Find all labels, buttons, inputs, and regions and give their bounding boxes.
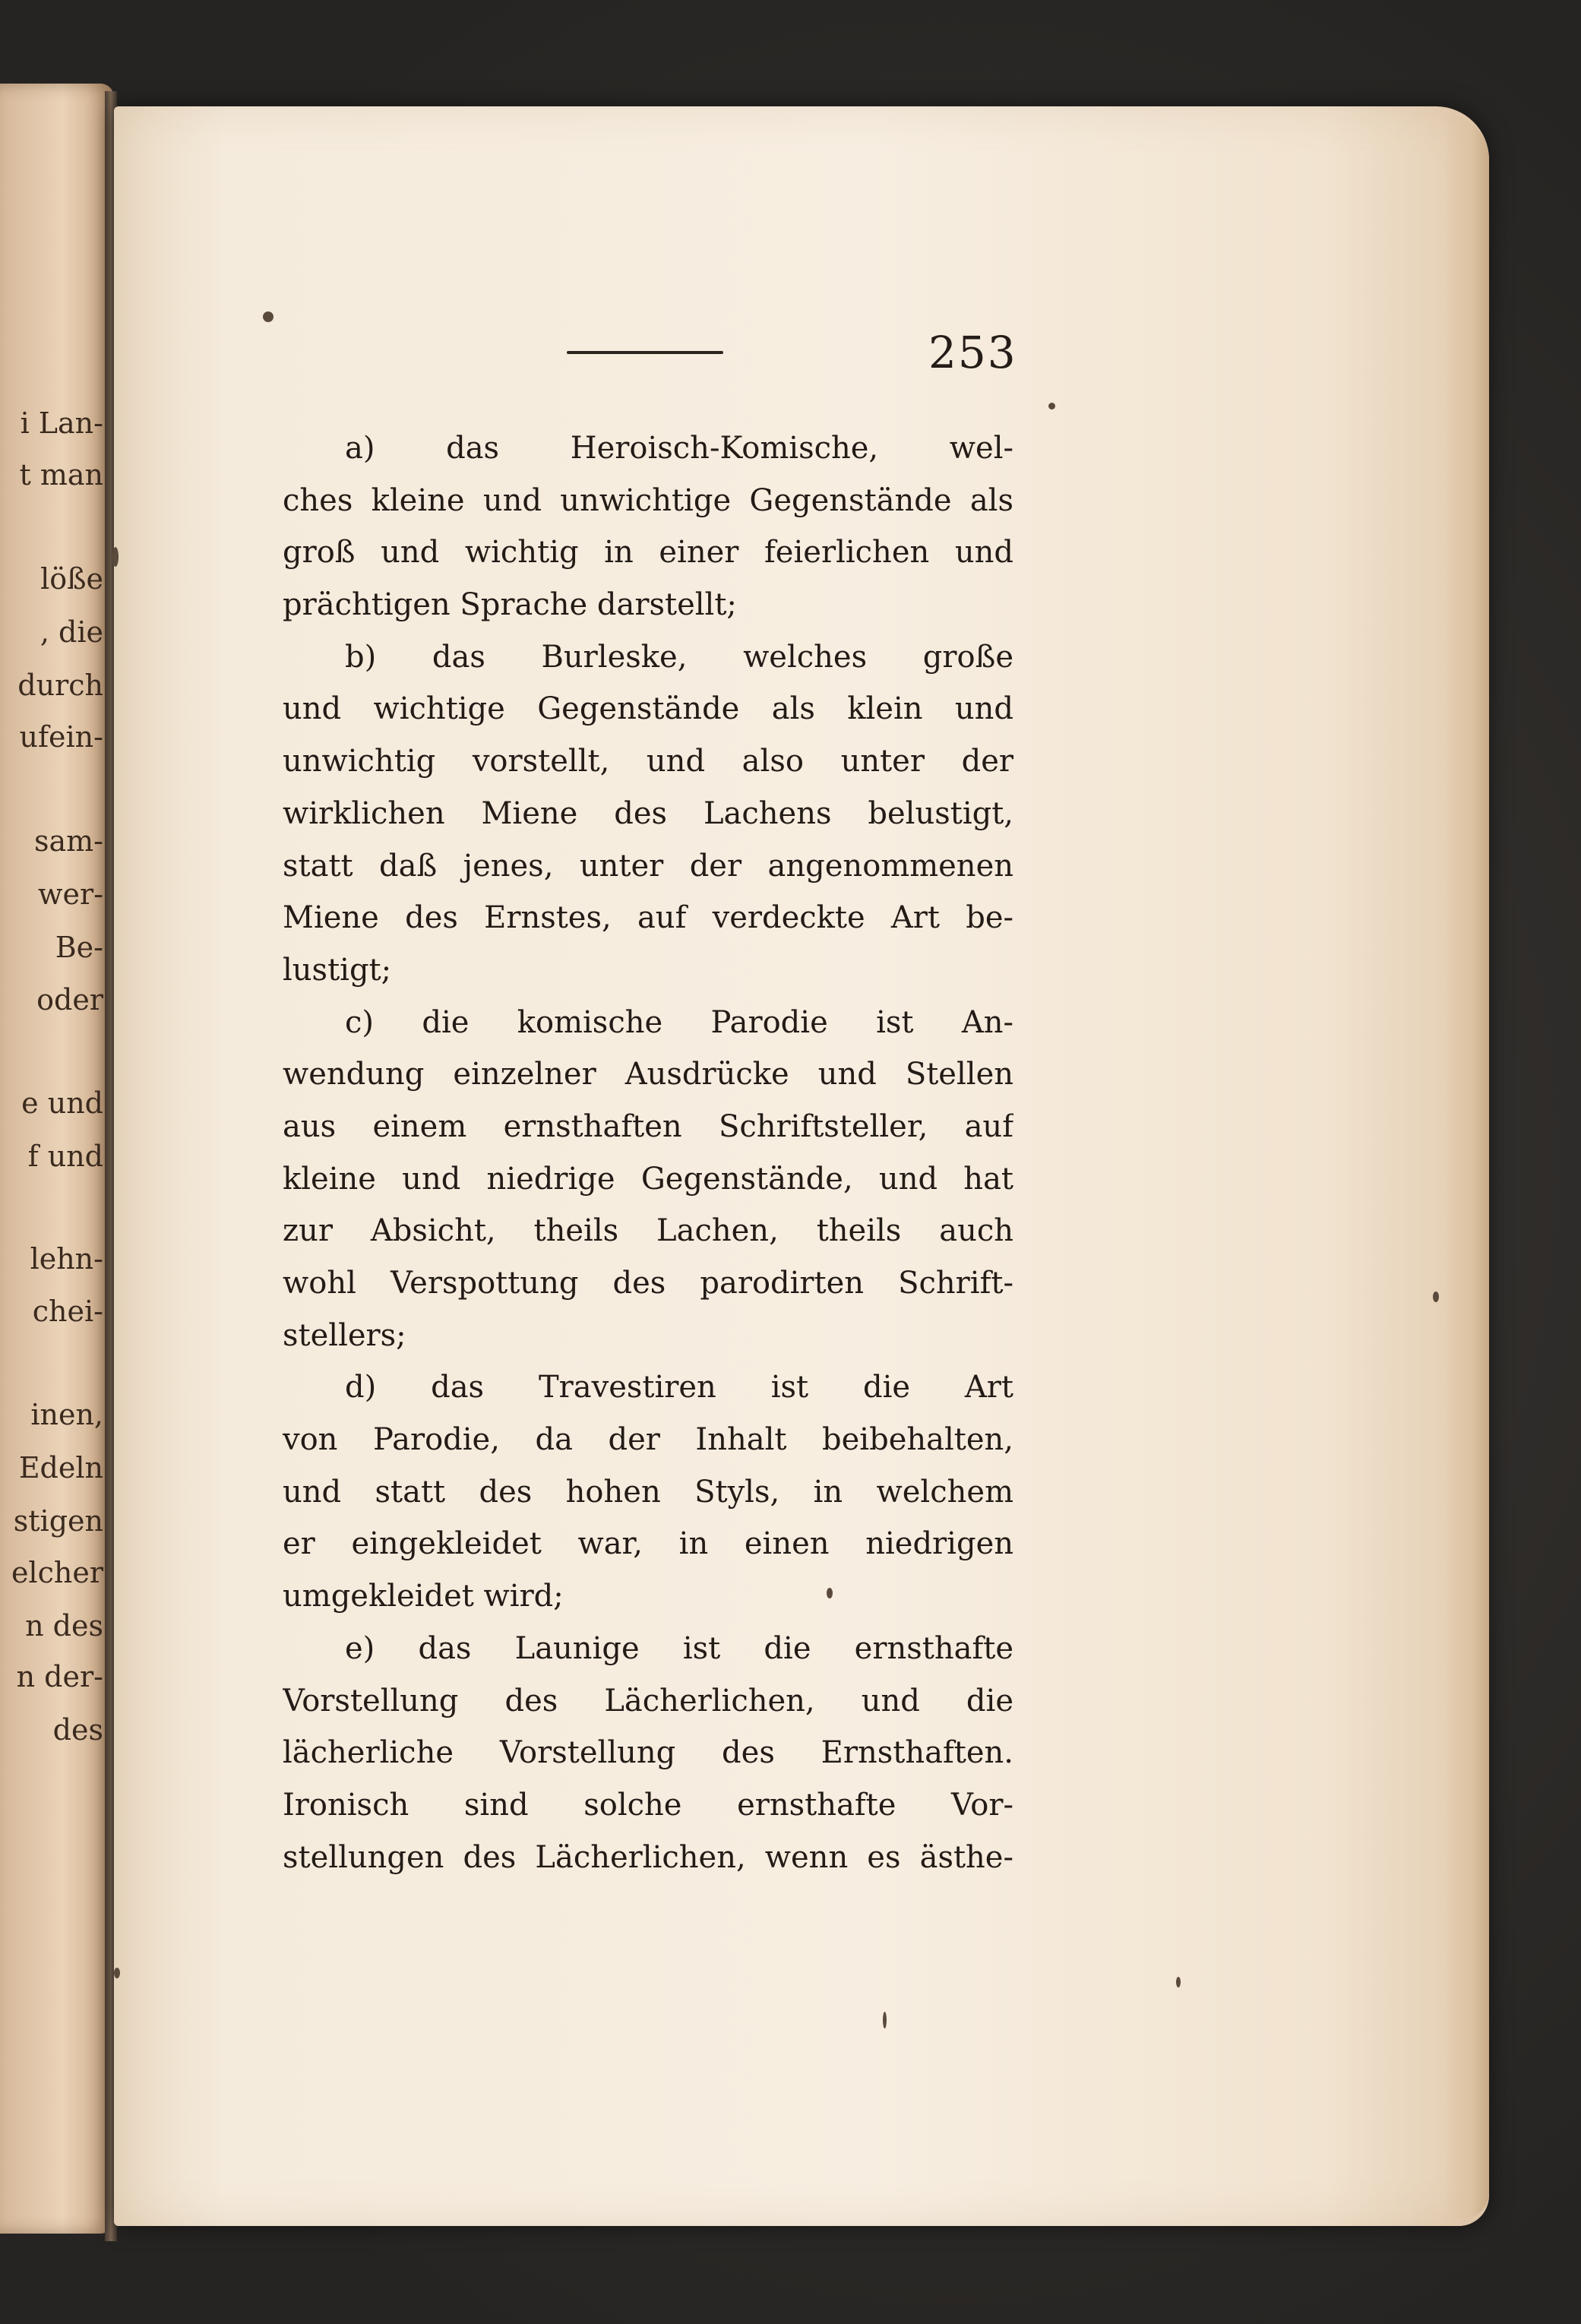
facing-page-fragment: des: [52, 1713, 103, 1747]
facing-page-fragment: n des: [25, 1609, 103, 1643]
text-line: kleine und niedrige Gegenstände, und hat: [283, 1161, 1013, 1197]
facing-page-fragment: f und: [27, 1140, 103, 1173]
facing-page-fragment: wer-: [37, 877, 103, 911]
facing-page-fragment: e und: [21, 1086, 103, 1120]
facing-page-fragment: ufein-: [19, 720, 103, 754]
paper-speck: [827, 1588, 833, 1598]
text-line: stellers;: [283, 1317, 406, 1353]
facing-page-fragment: stigen: [13, 1504, 103, 1538]
facing-page-fragment: löße: [40, 562, 103, 596]
body-text: [283, 422, 1013, 1883]
text-line: Miene des Ernstes, auf verdeckte Art be-: [283, 900, 1013, 936]
text-line: unwichtig vorstellt, und also unter der: [283, 744, 1013, 779]
text-line: er eingekleidet war, in einen niedrigen: [283, 1526, 1013, 1562]
facing-page-fragment: , die: [40, 615, 103, 649]
text-line: von Parodie, da der Inhalt beibehalten,: [283, 1422, 1013, 1458]
facing-page-fragment: inen,: [30, 1398, 103, 1431]
text-line: aus einem ernsthaften Schriftsteller, auf: [283, 1108, 1013, 1144]
facing-page-fragment: durch: [17, 669, 103, 702]
page-edge-shading: [1443, 114, 1489, 2218]
header-rule: [567, 351, 723, 354]
facing-page-fragment: Edeln: [18, 1451, 103, 1485]
text-line: umgekleidet wird;: [283, 1579, 564, 1614]
text-line: a) das Heroisch-Komische, wel-: [345, 431, 1013, 466]
facing-page-fragment: Be-: [55, 931, 103, 964]
text-line: Vorstellung des Lächerlichen, und die: [283, 1683, 1013, 1718]
facing-page-fragment: chei-: [32, 1295, 103, 1328]
text-line: groß und wichtig in einer feierlichen und: [283, 535, 1013, 571]
facing-page-fragment: sam-: [33, 824, 103, 858]
paper-speck: [114, 1968, 120, 1978]
text-line: ches kleine und unwichtige Gegenstände als: [283, 482, 1013, 518]
text-line: wohl Verspottung des parodirten Schrift-: [283, 1266, 1013, 1301]
text-line: b) das Burleske, welches große: [345, 639, 1013, 675]
facing-page-edge: [0, 84, 114, 2234]
text-line: stellungen des Lächerlichen, wenn es ästhe-: [283, 1839, 1013, 1875]
paper-speck: [1176, 1977, 1181, 1987]
paper-speck: [112, 547, 119, 567]
paper-speck: [1048, 403, 1055, 409]
text-line: wirklichen Miene des Lachens belustigt,: [283, 795, 1013, 831]
text-line: d) das Travestiren ist die Art: [345, 1370, 1013, 1405]
facing-page-fragment: lehn-: [30, 1242, 103, 1276]
text-line: lächerliche Vorstellung des Ernsthaften.: [283, 1735, 1013, 1771]
text-line: c) die komische Parodie ist An-: [345, 1004, 1013, 1040]
text-line: und statt des hohen Styls, in welchem: [283, 1474, 1013, 1510]
text-line: e) das Launige ist die ernsthafte: [345, 1630, 1013, 1666]
paper-speck: [883, 2012, 887, 2028]
facing-page-fragment: elcher: [11, 1556, 103, 1589]
facing-page-fragment: t man: [19, 458, 103, 492]
facing-page-fragment: oder: [36, 983, 103, 1017]
facing-page-fragment: i Lan-: [20, 406, 103, 440]
text-line: und wichtige Gegenstände als klein und: [283, 691, 1013, 727]
paper-speck: [263, 311, 274, 322]
text-line: wendung einzelner Ausdrücke und Stellen: [283, 1057, 1013, 1092]
paper-speck: [1433, 1292, 1439, 1302]
text-line: zur Absicht, theils Lachen, theils auch: [283, 1213, 1013, 1249]
page-number: 253: [928, 327, 1017, 378]
text-line: Ironisch sind solche ernsthafte Vor-: [283, 1787, 1013, 1823]
facing-page-fragment: n der-: [16, 1660, 103, 1693]
text-line: lustigt;: [283, 952, 392, 988]
text-line: statt daß jenes, unter der angenommenen: [283, 848, 1013, 884]
text-line: prächtigen Sprache darstellt;: [283, 587, 737, 623]
